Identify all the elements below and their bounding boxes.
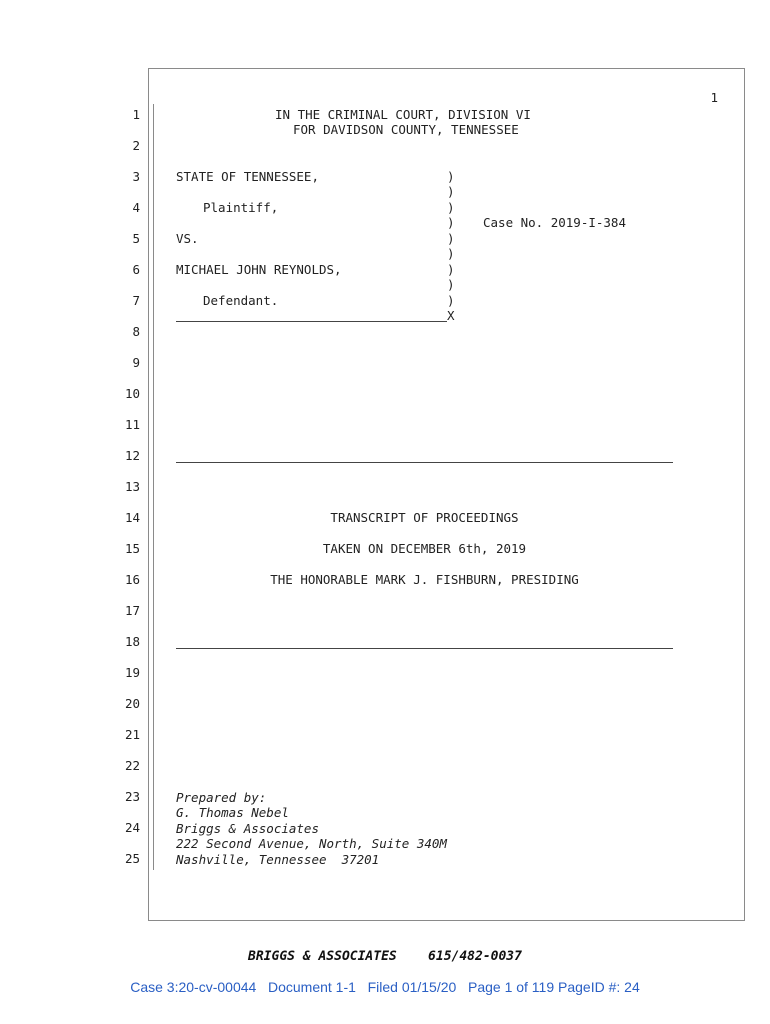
plaintiff-role: Plaintiff, [203, 200, 279, 215]
reporter-name: G. Thomas Nebel [176, 805, 289, 820]
line-number: 21 [124, 727, 140, 742]
left-margin-rule [153, 104, 154, 870]
caption-paren: ) [447, 169, 455, 184]
case-number: Case No. 2019-I-384 [483, 215, 626, 230]
line-number: 16 [124, 572, 140, 587]
caption-end-mark: X [447, 308, 455, 323]
defendant-name: MICHAEL JOHN REYNOLDS, [176, 262, 342, 277]
line-number: 6 [132, 262, 140, 277]
caption-paren: ) [447, 293, 455, 308]
line-number: 3 [132, 169, 140, 184]
title-rule-top [176, 462, 673, 463]
versus: VS. [176, 231, 199, 246]
transcript-title: TRANSCRIPT OF PROCEEDINGS [330, 510, 519, 525]
line-number: 17 [124, 603, 140, 618]
line-number: 25 [124, 851, 140, 866]
caption-paren: ) [447, 262, 455, 277]
caption-paren: ) [447, 184, 455, 199]
line-number: 5 [132, 231, 140, 246]
title-rule-bottom [176, 648, 673, 649]
line-number: 22 [124, 758, 140, 773]
line-number: 1 [132, 107, 140, 122]
caption-paren: ) [447, 246, 455, 261]
line-number: 9 [132, 355, 140, 370]
line-number: 24 [124, 820, 140, 835]
line-number: 15 [124, 541, 140, 556]
line-number: 18 [124, 634, 140, 649]
court-name: IN THE CRIMINAL COURT, DIVISION VI [275, 107, 531, 122]
line-number: 10 [124, 386, 140, 401]
presiding-judge: THE HONORABLE MARK J. FISHBURN, PRESIDING [270, 572, 579, 587]
caption-underline [176, 321, 447, 322]
line-number: 14 [124, 510, 140, 525]
line-number: 19 [124, 665, 140, 680]
line-number: 13 [124, 479, 140, 494]
line-number: 11 [124, 417, 140, 432]
caption-paren: ) [447, 231, 455, 246]
line-number: 2 [132, 138, 140, 153]
plaintiff-name: STATE OF TENNESSEE, [176, 169, 319, 184]
line-number: 23 [124, 789, 140, 804]
caption-paren: ) [447, 200, 455, 215]
line-number: 4 [132, 200, 140, 215]
line-number: 7 [132, 293, 140, 308]
prepared-by-label: Prepared by: [176, 790, 267, 805]
proceeding-date: TAKEN ON DECEMBER 6th, 2019 [322, 541, 527, 556]
court-county: FOR DAVIDSON COUNTY, TENNESSEE [293, 122, 519, 137]
line-number: 12 [124, 448, 140, 463]
defendant-role: Defendant. [203, 293, 279, 308]
firm-footer: BRIGGS & ASSOCIATES 615/482-0037 [248, 949, 522, 964]
line-number: 8 [132, 324, 140, 339]
line-number: 20 [124, 696, 140, 711]
reporter-firm: Briggs & Associates [176, 821, 319, 836]
firm-address: 222 Second Avenue, North, Suite 340M [176, 836, 447, 851]
firm-city: Nashville, Tennessee 37201 [176, 852, 380, 867]
caption-paren: ) [447, 277, 455, 292]
page-number: 1 [710, 90, 718, 105]
caption-paren: ) [447, 215, 455, 230]
court-filing-stamp: Case 3:20-cv-00044 Document 1-1 Filed 01/15/20 Page 1 of 119 PageID #: 24 [130, 979, 640, 995]
